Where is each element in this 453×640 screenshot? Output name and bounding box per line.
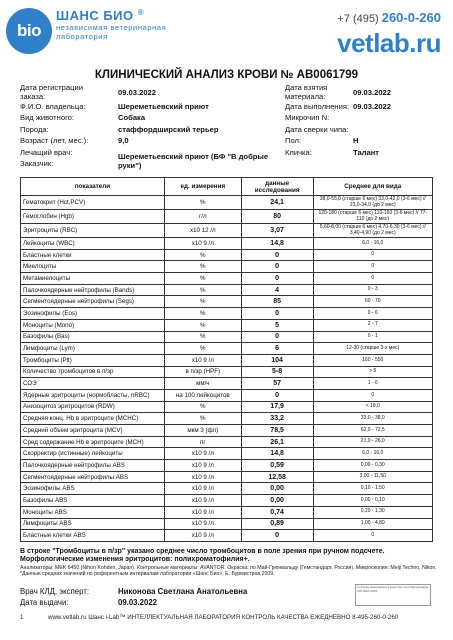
row-ref: 2 - 7 — [313, 319, 432, 331]
row-unit: х10 9 /л — [164, 495, 241, 507]
row-name: Лейкоциты (WBC) — [21, 238, 165, 250]
row-name: Моноциты ABS — [21, 506, 165, 518]
row-unit: х10 9 /л — [164, 483, 241, 495]
row-ref: 12-30 (старше 3-х мес) — [313, 343, 432, 355]
row-unit: % — [164, 343, 241, 355]
owner: Шереметьевский приют — [118, 102, 209, 111]
row-unit: % — [164, 273, 241, 285]
row-value: 3,07 — [241, 224, 313, 238]
row-ref: 0,10 - 1,50 — [313, 483, 432, 495]
row-unit: мкм 3 (фл) — [164, 425, 241, 437]
row-value: 0,89 — [241, 518, 313, 530]
row-name: Гематокрит (Hct,PCV) — [21, 196, 165, 210]
row-name: Метамиелоциты — [21, 273, 165, 285]
phone-number: 260-0-260 — [381, 10, 441, 25]
done-date: 09.03.2022 — [353, 102, 392, 111]
row-name: Лимфоциты (Lym) — [21, 343, 165, 355]
col-header-name: показатели — [21, 178, 165, 196]
row-name: Гемоглобин (Hgb) — [21, 210, 165, 224]
row-name: Палочкоядерные нейтрофилы (Bands) — [21, 284, 165, 296]
row-unit: % — [164, 249, 241, 261]
table-row — [21, 460, 433, 472]
row-ref: 0 - 1 — [313, 331, 432, 343]
row-name: Сегментоядерные нейтрофилы (Segs) — [21, 296, 165, 308]
table-row — [21, 273, 433, 285]
issue-date: 09.03.2022 — [118, 598, 158, 607]
row-value: 80 — [241, 210, 313, 224]
table-row — [21, 354, 433, 366]
nickname-label: Кличка: — [285, 148, 312, 157]
row-ref: 0 — [313, 273, 432, 285]
species-label: Вид животного: — [20, 113, 75, 122]
results-header-row — [21, 178, 433, 196]
species: Собака — [118, 113, 146, 122]
row-value: 85 — [241, 296, 313, 308]
lab-site: vetlab.ru — [337, 28, 441, 58]
results-table — [20, 177, 433, 542]
chip-date-label: Дата сверки чипа: — [285, 125, 349, 134]
row-unit: г/л — [164, 210, 241, 224]
row-value: 6 — [241, 343, 313, 355]
row-unit: % — [164, 308, 241, 320]
row-unit: % — [164, 331, 241, 343]
row-unit: х10 9 /л — [164, 238, 241, 250]
table-row — [21, 238, 433, 250]
brand-subtitle: независимая ветеринарная лаборатория — [56, 23, 167, 41]
row-unit: % — [164, 261, 241, 273]
table-row — [21, 249, 433, 261]
row-ref: 0 — [313, 530, 432, 542]
row-name: Средний объем эритроцита (MCV) — [21, 425, 165, 437]
table-row — [21, 506, 433, 518]
row-value: 33,2 — [241, 413, 313, 425]
brand-mark: ® — [137, 8, 145, 17]
owner-label: Ф.И.О. владельца: — [20, 102, 86, 111]
brand-text: ШАНС БИО — [56, 8, 134, 23]
vet-label: Лечащий врач: — [20, 148, 73, 157]
row-ref: 0,00 - 0,10 — [313, 495, 432, 507]
row-name: Количество тромбоцитов в п/зр — [21, 366, 165, 378]
table-row — [21, 378, 433, 390]
row-name: Сегментоядерные нейтрофилы ABS — [21, 471, 165, 483]
note-platelets: В строке "Тромбоциты в п/зр" указано среднее число тромбоцитов в поле зрения при ручном подсчете. — [20, 548, 385, 555]
lab-logo — [6, 8, 52, 54]
table-row — [21, 448, 433, 460]
row-name: Миелоциты — [21, 261, 165, 273]
footer-text: www.vetlab.ru Шанс i-Lab™ ИНТЕЛЛЕКТУАЛЬНАЯ ЛАБОРАТОРИЯ КОНТРОЛЬ КАЧЕСТВА ЕЖЕДНЕВНО 8-495-260-0-260 — [48, 614, 399, 621]
table-row — [21, 389, 433, 401]
row-name: Лимфоциты ABS — [21, 518, 165, 530]
row-value: 24,1 — [241, 196, 313, 210]
table-row — [21, 284, 433, 296]
breed-label: Порода: — [20, 125, 49, 134]
row-name: Скорректир (истинные) лейкоциты — [21, 448, 165, 460]
logo-text: bio — [17, 21, 41, 40]
row-ref: 33,0 - 38,0 — [313, 413, 432, 425]
results-body — [21, 196, 433, 542]
row-name: Палочкоядерные нейтрофилы ABS — [21, 460, 165, 472]
nickname: Талант — [353, 148, 380, 157]
reg-date: 09.03.2022 — [118, 88, 157, 97]
row-unit: х10 12 /л — [164, 224, 241, 238]
row-value: 0 — [241, 530, 313, 542]
row-ref: 0 - 6 — [313, 308, 432, 320]
row-value: 0 — [241, 389, 313, 401]
phone-prefix: +7 (495) — [337, 13, 379, 25]
table-row — [21, 366, 433, 378]
page-number: 1 — [20, 614, 24, 621]
table-row — [21, 436, 433, 448]
table-row — [21, 319, 433, 331]
row-value: 4 — [241, 284, 313, 296]
note-morphology: Морфологические изменения эритроцитов: полихроматофилия+. — [20, 556, 250, 564]
row-unit: х10 9 /л — [164, 448, 241, 460]
row-ref: 3,00 - 11,50 — [313, 471, 432, 483]
row-unit: х10 9 /л — [164, 471, 241, 483]
row-ref: 5,60-8,00 (старше 6 мес) 4,70-6,30 (3-6 мес) // 3,40-4,90 (до 2 мес) — [313, 224, 432, 238]
row-unit: % — [164, 296, 241, 308]
row-name: Эозинофилы ABS — [21, 483, 165, 495]
done-date-label: Дата выполнения: — [285, 102, 350, 111]
row-unit: в п/зр (HPF) — [164, 366, 241, 378]
table-row — [21, 331, 433, 343]
row-value: 5-8 — [241, 366, 313, 378]
row-unit: х10 9 /л — [164, 354, 241, 366]
doctor-name: Никонова Светлана Анатольевна — [118, 587, 248, 596]
table-row — [21, 296, 433, 308]
table-row — [21, 495, 433, 507]
col-header-ref: Среднее для вида — [313, 178, 432, 196]
row-value: 0,00 — [241, 483, 313, 495]
row-ref: 0,20 - 1,30 — [313, 506, 432, 518]
row-value: 0,59 — [241, 460, 313, 472]
row-value: 0 — [241, 249, 313, 261]
row-value: 26,1 — [241, 436, 313, 448]
table-row — [21, 210, 433, 224]
breed: стаффордширский терьер — [118, 125, 219, 134]
row-unit: % — [164, 284, 241, 296]
row-ref: 1,00 - 4,80 — [313, 518, 432, 530]
table-row — [21, 413, 433, 425]
sample-date-label: Дата взятия материала: — [285, 83, 328, 101]
row-ref: 0 — [313, 389, 432, 401]
row-unit: % — [164, 401, 241, 413]
row-value: 14,8 — [241, 448, 313, 460]
sample-date: 09.03.2022 — [353, 88, 392, 97]
row-ref: 6,0 - 16,0 — [313, 238, 432, 250]
row-ref: 0 — [313, 261, 432, 273]
table-row — [21, 530, 433, 542]
row-value: 57 — [241, 378, 313, 390]
lab-phone — [337, 10, 441, 25]
row-ref: < 18,0 — [313, 401, 432, 413]
row-unit: мм/ч — [164, 378, 241, 390]
row-name: Бластные клетки — [21, 249, 165, 261]
row-unit: х10 9 /л — [164, 518, 241, 530]
row-ref: 62,0 - 72,5 — [313, 425, 432, 437]
row-ref: 0,00 - 0,30 — [313, 460, 432, 472]
customer: Шереметьевский приют (БФ "В добрые руки") — [118, 152, 269, 170]
row-unit: х10 9 /л — [164, 506, 241, 518]
row-value: 5 — [241, 319, 313, 331]
customer-label: Заказчик: — [20, 159, 54, 168]
row-name: Средняя конц. Hb в эритроците (MCHC) — [21, 413, 165, 425]
quality-stamp: Система менеджмента качества сертифицирована ISO 9001:2015 — [355, 584, 431, 606]
report-title: КЛИНИЧЕСКИЙ АНАЛИЗ КРОВИ № АВ0061799 — [94, 69, 359, 81]
row-ref: 0 — [313, 249, 432, 261]
row-name: Ядерные эритроциты (нормобласты, nRBC) — [21, 389, 165, 401]
row-name: СОЭ — [21, 378, 165, 390]
row-ref: 1 - 6 — [313, 378, 432, 390]
row-unit: на 100 лейкоцитов — [164, 389, 241, 401]
brand-name — [56, 8, 144, 23]
age-label: Возраст (лет, мес.): — [20, 136, 89, 145]
age: 9,0 — [118, 136, 129, 145]
row-value: 0 — [241, 331, 313, 343]
row-value: 0,00 — [241, 495, 313, 507]
row-unit: % — [164, 319, 241, 331]
table-row — [21, 224, 433, 238]
row-value: 17,9 — [241, 401, 313, 413]
row-value: 0 — [241, 308, 313, 320]
row-ref: 120-180 (старше 6 мес) 110-150 (3-6 мес) // 77-110 (до 2 мес) — [313, 210, 432, 224]
row-unit: х10 9 /л — [164, 460, 241, 472]
row-name: Эритроциты (RBC) — [21, 224, 165, 238]
row-name: Моноциты (Mono) — [21, 319, 165, 331]
reg-date-label: Дата регистрации заказа: — [20, 83, 83, 101]
row-value: 12,58 — [241, 471, 313, 483]
row-unit: % — [164, 196, 241, 210]
table-row — [21, 471, 433, 483]
col-header-unit: ед. измерения — [164, 178, 241, 196]
row-name: Эозинофилы (Eos) — [21, 308, 165, 320]
row-value: 104 — [241, 354, 313, 366]
table-row — [21, 343, 433, 355]
table-row — [21, 518, 433, 530]
row-value: 0 — [241, 273, 313, 285]
row-ref: 160 - 550 — [313, 354, 432, 366]
row-value: 0,74 — [241, 506, 313, 518]
row-value: 0 — [241, 261, 313, 273]
row-value: 14,8 — [241, 238, 313, 250]
table-row — [21, 401, 433, 413]
row-ref: 38,0-55,0 (старше 6 мес) 33,0-42,0 (3-6 мес) // 23,0-34,0 (до 2 мес) — [313, 196, 432, 210]
row-value: 78,5 — [241, 425, 313, 437]
table-row — [21, 308, 433, 320]
issue-date-label: Дата выдачи: — [20, 598, 69, 607]
row-name: Анизоцитоз эритроцитов (RDW) — [21, 401, 165, 413]
row-ref: 60 - 70 — [313, 296, 432, 308]
table-row — [21, 261, 433, 273]
row-unit: % — [164, 413, 241, 425]
report-notes — [20, 548, 440, 578]
note-reference: *Данные средних значений по референтным интервалам лаборатории «Шанс Био», Е. Бурмистров,2009. — [20, 571, 275, 578]
row-name: Базофилы ABS — [21, 495, 165, 507]
col-header-value: данные исследования — [241, 178, 313, 196]
sex: Н — [353, 136, 359, 145]
lab-header — [0, 0, 453, 60]
sex-label: Пол: — [285, 136, 302, 145]
row-name: Базофилы (Bas) — [21, 331, 165, 343]
chip-label: Микрочип N: — [285, 113, 330, 122]
doctor-label: Врач КЛД, эксперт: — [20, 587, 90, 596]
row-unit: пг — [164, 436, 241, 448]
row-ref: 0 - 3 — [313, 284, 432, 296]
row-name: Сред содержание Hb в эритроците (MCH) — [21, 436, 165, 448]
table-row — [21, 196, 433, 210]
row-ref: 21,0 - 26,0 — [313, 436, 432, 448]
row-name: Бластные клетки ABS — [21, 530, 165, 542]
table-row — [21, 425, 433, 437]
row-unit: х10 9 /л — [164, 530, 241, 542]
table-row — [21, 483, 433, 495]
row-name: Тромбоциты (Plt) — [21, 354, 165, 366]
note-analyzers: Анализаторы: MEK 6450 (Nihon Kohden, Japan). Контрольные материалы: AVANTOR. Окраска: по Май-Грюнвальду (Гемстандарт, Россия). Микроскопия: Meiji Techno, Nikon. — [20, 564, 437, 571]
row-ref: > 5 — [313, 366, 432, 378]
row-ref: 6,0 - 16,0 — [313, 448, 432, 460]
